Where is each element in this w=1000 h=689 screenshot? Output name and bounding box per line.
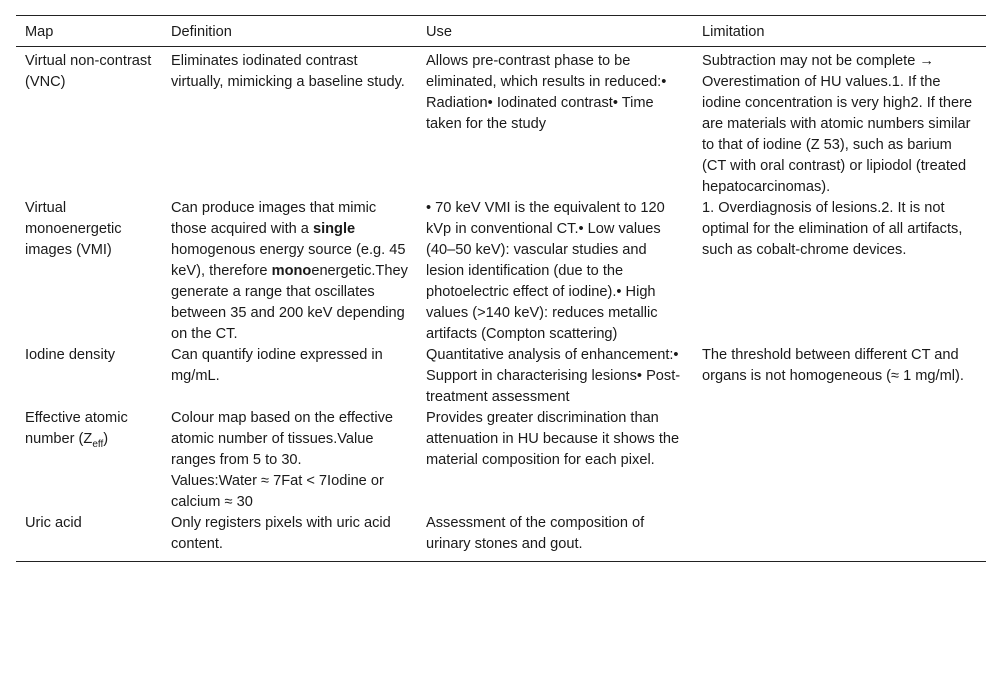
- table-header: [16, 16, 986, 47]
- header-definition: Definition: [171, 24, 232, 40]
- cell-map: Iodine density: [25, 347, 116, 363]
- cell-use: Assessment of the composition of urinary stones and gout.: [426, 515, 645, 552]
- cell-use: • 70 keV VMI is the equivalent to 120 kVp in conventional CT.• Low values (40–50 keV): vascular studies and lesion identification (due to the photoelectric effect of iodine).• High values (>140 keV): reduces metallic artifacts (Compton scattering): [426, 200, 665, 342]
- cell-definition: [162, 198, 417, 345]
- table-body: [16, 47, 986, 562]
- table-row: [16, 47, 986, 199]
- cell-use: Quantitative analysis of enhancement:• Support in characterising lesions• Post-treatment assessment: [426, 347, 681, 405]
- header-row: [16, 16, 986, 47]
- header-limitation: Limitation: [702, 24, 765, 40]
- table-row: [16, 198, 986, 345]
- header-use: Use: [426, 24, 452, 40]
- cell-limitation: [693, 408, 986, 513]
- definition-text: energetic.They generate a range that oscillates between 35 and 200 keV depending on the CT.: [171, 263, 408, 342]
- cell-definition: Only registers pixels with uric acid content.: [171, 515, 391, 552]
- dual-energy-maps-table: [16, 15, 986, 562]
- cell-limitation: Subtraction may not be complete → Overestimation of HU values.1. If the iodine concentration is very high2. If there are materials with atomic numbers similar to that of iodine (Z 53), such as barium (CT with oral contrast) or lipiodol (treated hepatocarcinomas).: [702, 53, 973, 195]
- cell-definition: [162, 408, 417, 513]
- map-text: ): [103, 431, 109, 447]
- cell-map: [16, 408, 162, 513]
- definition-bold-single: single: [312, 221, 356, 237]
- table-container: [16, 15, 986, 562]
- cell-limitation: [693, 513, 986, 562]
- definition-text: Can produce images that mimic those acquired with a: [171, 200, 377, 237]
- definition-bold-mono: mono: [271, 263, 312, 279]
- cell-limitation: The threshold between different CT and organs is not homogeneous (≈ 1 mg/ml).: [702, 347, 964, 384]
- cell-use: Provides greater discrimination than attenuation in HU because it shows the material composition for each pixel.: [426, 410, 680, 468]
- definition-text: Colour map based on the effective atomic number of tissues.Value ranges from 5 to 30.: [171, 410, 394, 468]
- cell-definition: Eliminates iodinated contrast virtually, mimicking a baseline study.: [171, 53, 405, 90]
- map-subscript: eff: [92, 438, 104, 450]
- cell-map: Virtual monoenergetic images (VMI): [25, 200, 122, 258]
- header-map: Map: [25, 24, 54, 40]
- cell-use: Allows pre-contrast phase to be eliminated, which results in reduced:• Radiation• Iodinated contrast• Time taken for the study: [426, 53, 667, 132]
- cell-map: Uric acid: [25, 515, 82, 531]
- table-row: [16, 408, 986, 513]
- cell-definition: Can quantify iodine expressed in mg/mL.: [171, 347, 383, 384]
- table-row: [16, 345, 986, 408]
- cell-map: Virtual non-contrast (VNC): [25, 53, 152, 90]
- definition-text: homogenous energy source (e.g. 45 keV), therefore: [171, 242, 406, 279]
- definition-values: Values:Water ≈ 7Fat < 7Iodine or calcium ≈ 30: [171, 473, 384, 510]
- cell-limitation: 1. Overdiagnosis of lesions.2. It is not optimal for the elimination of all artifacts, such as cobalt-chrome devices.: [702, 200, 963, 258]
- table-row: [16, 513, 986, 562]
- map-text: Effective atomic number (Z: [25, 410, 128, 447]
